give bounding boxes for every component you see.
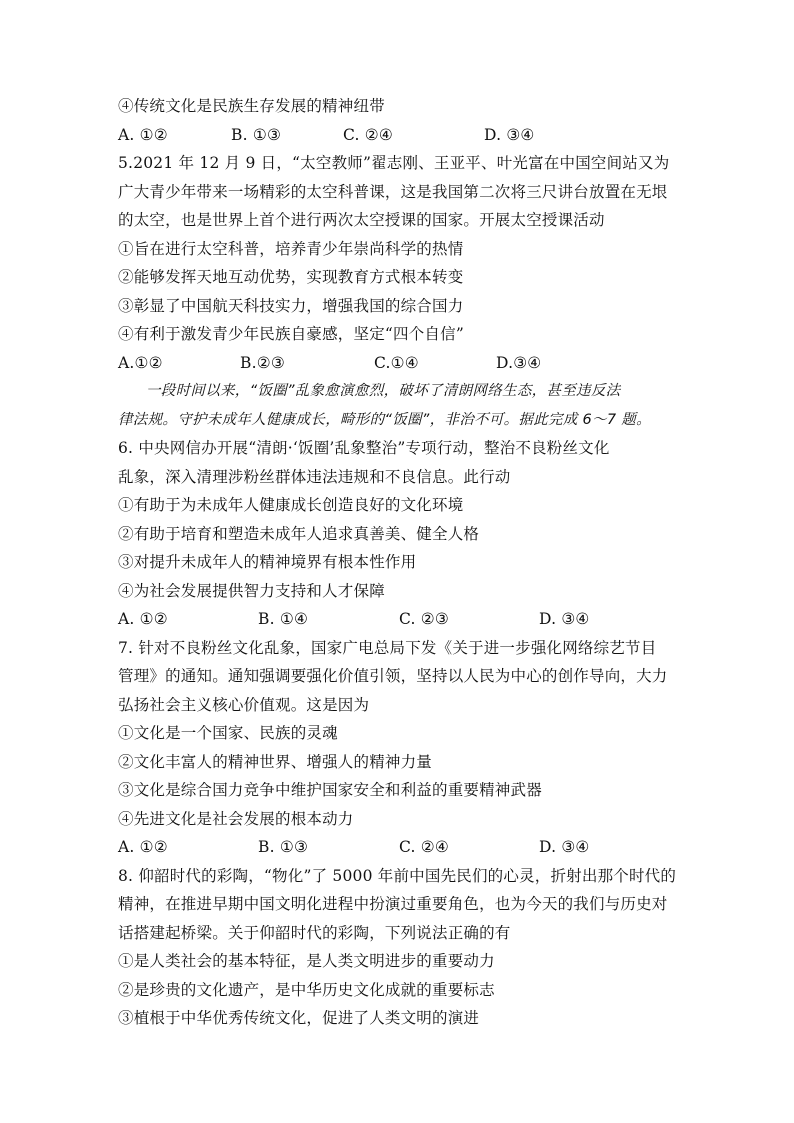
q4-option-c: C. ②④ bbox=[343, 125, 393, 144]
q6-statement-1: ①有助于为未成年人健康成长创造良好的文化环境 bbox=[118, 496, 464, 514]
q5-stem-line-3: 的太空，也是世界上首个进行两次太空授课的国家。开展太空授课活动 bbox=[118, 211, 605, 229]
q6-option-d: D. ③④ bbox=[539, 610, 590, 628]
q5-option-c: C.①④ bbox=[374, 353, 419, 372]
q8-stem-line-2: 精神，在推进早期中国文明化进程中扮演过重要角色，也为今天的我们与历史对 bbox=[118, 895, 668, 913]
q6-statement-4: ④为社会发展提供智力支持和人才保障 bbox=[118, 581, 385, 600]
q4-options bbox=[118, 121, 683, 150]
q8-stem-line-1: 8. 仰韶时代的彩陶，“物化”了 5000 年前中国先民们的心灵，折射出那个时代的 bbox=[118, 866, 677, 885]
q8-stem-line-3: 话搭建起桥梁。关于仰韶时代的彩陶，下列说法正确的有 bbox=[118, 923, 511, 942]
passage-line-1: 一段时间以来，“饭圈”乱象愈演愈烈，破坏了清朗网络生态，甚至违反法 bbox=[146, 383, 621, 399]
q5-statement-3: ③彰显了中国航天科技实力，增强我国的综合国力 bbox=[118, 296, 464, 315]
q8-statement-3: ③植根于中华优秀传统文化，促进了人类文明的演进 bbox=[118, 1009, 480, 1027]
q5-option-a: A.①② bbox=[118, 353, 163, 372]
q7-stem-line-3: 弘扬社会主义核心价值观。这是因为 bbox=[118, 695, 370, 714]
q7-stem-line-2: 管理》的通知。通知强调要强化价值引领，坚持以人民为中心的创作导向，大力 bbox=[118, 667, 668, 685]
q7-option-a: A. ①② bbox=[118, 838, 168, 856]
q7-stem-line-1: 7. 针对不良粉丝文化乱象，国家广电总局下发《关于进一步强化网络综艺节目 bbox=[118, 638, 657, 657]
q6-option-a: A. ①② bbox=[118, 610, 168, 628]
q7-statement-2: ②文化丰富人的精神世界、增强人的精神力量 bbox=[118, 752, 433, 771]
q7-option-c: C. ②④ bbox=[399, 838, 449, 856]
q5-stem-line-2: 广大青少年带来一场精彩的太空科普课，这是我国第二次将三尺讲台放置在无垠 bbox=[118, 182, 668, 201]
q4-option-b: B. ①③ bbox=[231, 125, 282, 144]
q5-statement-1: ①旨在进行太空科普，培养青少年崇尚科学的热情 bbox=[118, 239, 464, 258]
q6-option-c: C. ②③ bbox=[399, 610, 449, 628]
q7-option-b: B. ①③ bbox=[258, 838, 309, 856]
q6-options bbox=[118, 605, 683, 634]
q6-stem-line-2: 乱象，深入清理涉粉丝群体违法违规和不良信息。此行动 bbox=[118, 467, 511, 486]
q7-statement-4: ④先进文化是社会发展的根本动力 bbox=[118, 809, 354, 828]
q4-statement-4: ④传统文化是民族生存发展的精神纽带 bbox=[118, 97, 385, 115]
q5-statement-2: ②能够发挥天地互动优势，实现教育方式根本转变 bbox=[118, 268, 464, 286]
q6-statement-2: ②有助于培育和塑造未成年人追求真善美、健全人格 bbox=[118, 524, 480, 543]
q6-stem-line-1: 6. 中央网信办开展“清朗·‘饭圈’乱象整治”专项行动，整治不良粉丝文化 bbox=[118, 439, 610, 457]
q8-statement-2: ②是珍贵的文化遗产，是中华历史文化成就的重要标志 bbox=[118, 980, 495, 999]
q8-statement-1: ①是人类社会的基本特征，是人类文明进步的重要动力 bbox=[118, 952, 495, 970]
q6-option-b: B. ①④ bbox=[258, 610, 309, 628]
q7-option-d: D. ③④ bbox=[539, 838, 590, 856]
q4-option-d: D. ③④ bbox=[484, 125, 535, 144]
q5-option-b: B.②③ bbox=[240, 353, 285, 372]
q6-statement-3: ③对提升未成年人的精神境界有根本性作用 bbox=[118, 553, 417, 571]
q4-option-a: A. ①② bbox=[118, 125, 168, 144]
q5-option-d: D.③④ bbox=[496, 353, 542, 372]
q5-statement-4: ④有利于激发青少年民族自豪感，坚定“四个自信” bbox=[118, 325, 464, 343]
q7-statement-1: ①文化是一个国家、民族的灵魂 bbox=[118, 724, 338, 742]
q7-statement-3: ③文化是综合国力竞争中维护国家安全和利益的重要精神武器 bbox=[118, 781, 542, 799]
passage-line-2: 律法规。守护未成年人健康成长，畸形的“饭圈”，非治不可。据此完成 6～7 题。 bbox=[118, 411, 651, 428]
page-content bbox=[118, 92, 683, 1033]
q7-options bbox=[118, 833, 683, 862]
q5-options bbox=[118, 349, 683, 378]
q5-stem-line-1: 5.2021 年 12 月 9 日，“太空教师”翟志刚、王亚平、叶光富在中国空间站又为 bbox=[118, 154, 670, 172]
